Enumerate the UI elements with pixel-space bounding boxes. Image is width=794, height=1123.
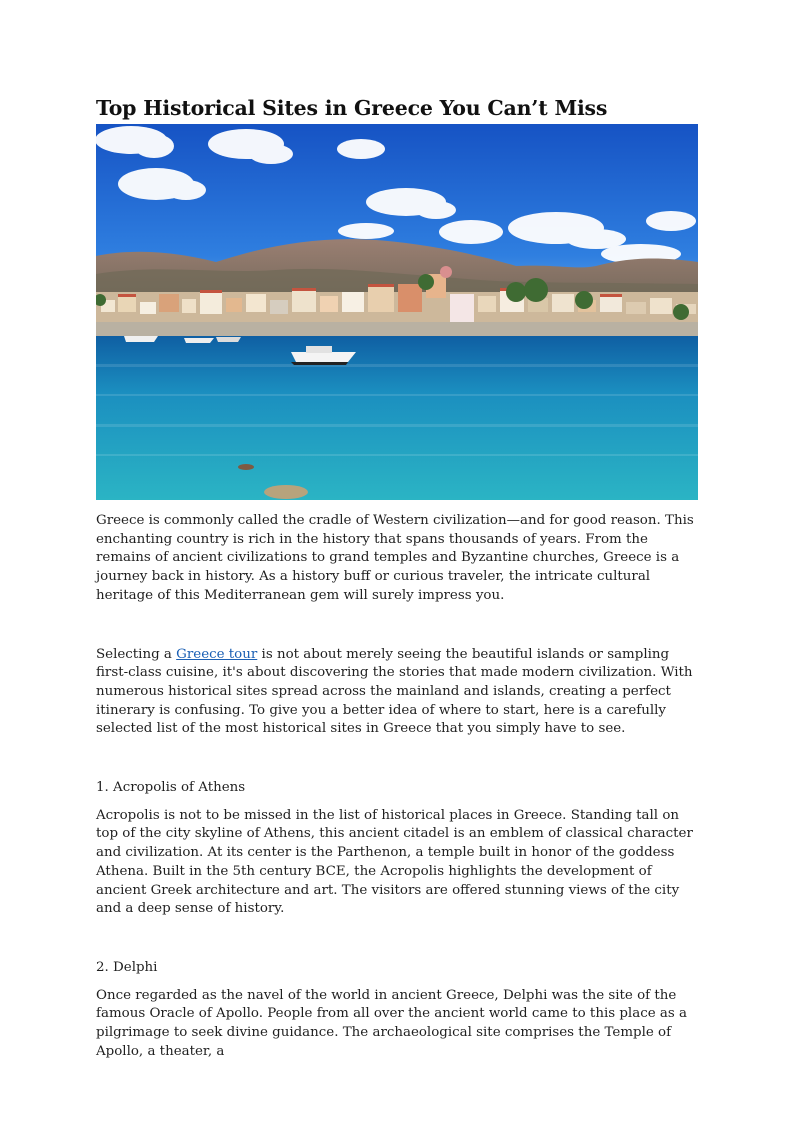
intro-paragraph: Greece is commonly called the cradle of Western civilization—and for good reason. This enchanting country is rich in the history that spans thousands of years. From the remains of ancient civilizations to grand temples and Byzantine churches, Greece is a journey back in history. As a history buff or curious traveler, the intricate cultural heritage of this Mediterranean gem will surely impress you. [96, 513, 694, 603]
section-body-delphi: Once regarded as the navel of the world in ancient Greece, Delphi was the site of the famous Oracle of Apollo. People from all over the ancient world came to this place as a pilgrimage to seek divine guidance. The archaeological site comprises the Temple of Apollo, a theater, a [96, 987, 687, 1059]
section-body-acropolis: Acropolis is not to be missed in the list of historical places in Greece. Standing tall on top of the city skyline of Athens, this ancient citadel is an emblem of classical character and civilization. At its center is the Parthenon, a temple built in honor of the goddess Athena. Built in the 5th century BCE, the Acropolis highlights the development of ancient Greek architecture and art. The visitors are offered stunning views of the city and a deep sense of history. [96, 807, 693, 917]
page-title: Top Historical Sites in Greece You Can’t Miss [96, 96, 608, 120]
section-heading-acropolis: 1. Acropolis of Athens [96, 780, 246, 796]
tour-text-after: is not about merely seeing the beautiful islands or sampling first-class cuisine, it's about discovering the stories that made modern civilization. With numerous historical sites spread across the mainland and islands, creating a perfect itinerary is confusing. To give you a better idea of where to start, here is a carefully selected list of the most historical sites in Greece that you simply have to see. [96, 646, 693, 737]
section-heading-delphi: 2. Delphi [96, 959, 158, 975]
greece-tour-link[interactable]: Greece tour [176, 646, 258, 662]
tour-text-before: Selecting a [96, 646, 177, 662]
hero-image-greek-harbor [96, 124, 698, 500]
tour-paragraph [96, 646, 698, 740]
document-page [96, 94, 698, 1061]
